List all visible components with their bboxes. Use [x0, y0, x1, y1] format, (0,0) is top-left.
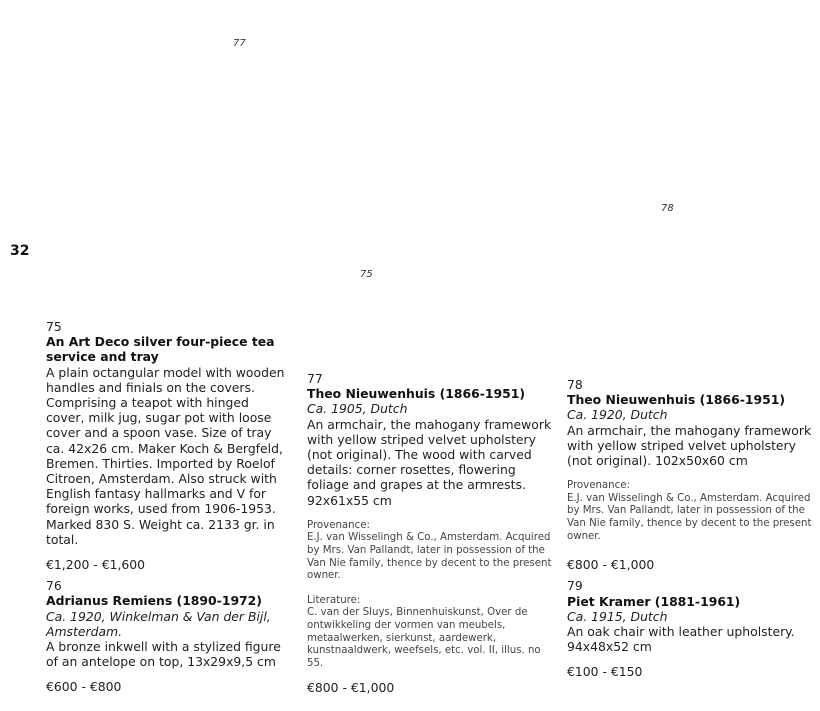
lot-number: 75 [46, 319, 62, 334]
lot-number: 78 [567, 377, 583, 392]
lot-price: €800 - €1,000 [307, 680, 395, 696]
lot-title: Adrianus Remiens (1890-1972) [46, 593, 262, 609]
provenance-label: Provenance: [567, 480, 630, 492]
lot-subtitle: Ca. 1920, Winkelman & Van der Bijl, Amsterdam. [46, 608, 271, 639]
lot-title: Theo Nieuwenhuis (1866-1951) [567, 392, 786, 408]
lot-price: €800 - €1,000 [567, 557, 655, 573]
provenance-text: E.J. van Wisselingh & Co., Amsterdam. Acquired by Mrs. Van Pallandt, later in possession of the Van Nie family, thence by decent to the present owner. [307, 532, 552, 582]
lot-price: €100 - €150 [567, 664, 643, 680]
lot-subtitle: Ca. 1905, Dutch [307, 401, 408, 417]
lot-description: An armchair, the mahogany framework with yellow striped velvet upholstery (not original). 102x50x60 cm [567, 422, 812, 469]
lot-price: €1,200 - €1,600 [46, 557, 146, 573]
lot-78 [567, 377, 815, 572]
provenance-text: E.J. van Wisselingh & Co., Amsterdam. Acquired by Mrs. Van Pallandt, later in possession of the Van Nie family, thence by decent to the present owner. [567, 492, 812, 542]
lot-description: A bronze inkwell with a stylized figure of an antelope on top, 13x29x9,5 cm [46, 639, 281, 670]
lot-75 [46, 319, 291, 572]
lot-77 [307, 371, 555, 696]
literature-text: C. van der Sluys, Binnenhuiskunst, Over de ontwikkeling der vormen van meubels, metaalwerken, sierkunst, aardewerk, kunstnaaldwerk, weefsels, etc. vol. II, illus. no 55. [307, 607, 541, 669]
lot-title: Theo Nieuwenhuis (1866-1951) [307, 386, 526, 402]
lot-subtitle: Ca. 1915, Dutch [567, 608, 668, 624]
literature-label: Literature: [307, 594, 361, 606]
column-left [46, 319, 291, 695]
lot-number: 76 [46, 578, 62, 594]
column-right [567, 377, 815, 680]
lot-title: An Art Deco silver four-piece tea service and tray [46, 334, 275, 365]
lot-price: €600 - €800 [46, 679, 122, 695]
provenance-label: Provenance: [307, 519, 370, 531]
lot-number: 79 [567, 578, 583, 594]
image-caption-78: 78 [661, 203, 674, 214]
lot-title: Piet Kramer (1881-1961) [567, 593, 741, 609]
lot-description: An oak chair with leather upholstery. 94x48x52 cm [567, 624, 795, 655]
lot-description: An armchair, the mahogany framework with yellow striped velvet upholstery (not original). The wood with carved details: corner rosettes, flowering foliage and grapes at the armrests. 92x61x55 cm [307, 416, 552, 508]
page-number: 32 [10, 243, 30, 259]
image-caption-77: 77 [233, 38, 246, 49]
lot-subtitle: Ca. 1920, Dutch [567, 407, 668, 423]
lot-description: A plain octangular model with wooden handles and finials on the covers. Comprising a teapot with hinged cover, milk jug, sugar pot with loose cover and a spoon vase. Size of tray ca. 42x26 cm. Maker Koch & Bergfeld, Bremen. Thirties. Imported by Roelof Citroen, Amsterdam. Also struck with English fantasy hallmarks and V for foreign works, used from 1906-1953. Marked 830 S. Weight ca. 2133 gr. in total. [46, 364, 285, 547]
column-middle [307, 371, 555, 696]
lot-number: 77 [307, 371, 323, 386]
lot-76 [46, 578, 291, 694]
image-caption-75: 75 [360, 269, 373, 280]
lot-79 [567, 578, 815, 679]
